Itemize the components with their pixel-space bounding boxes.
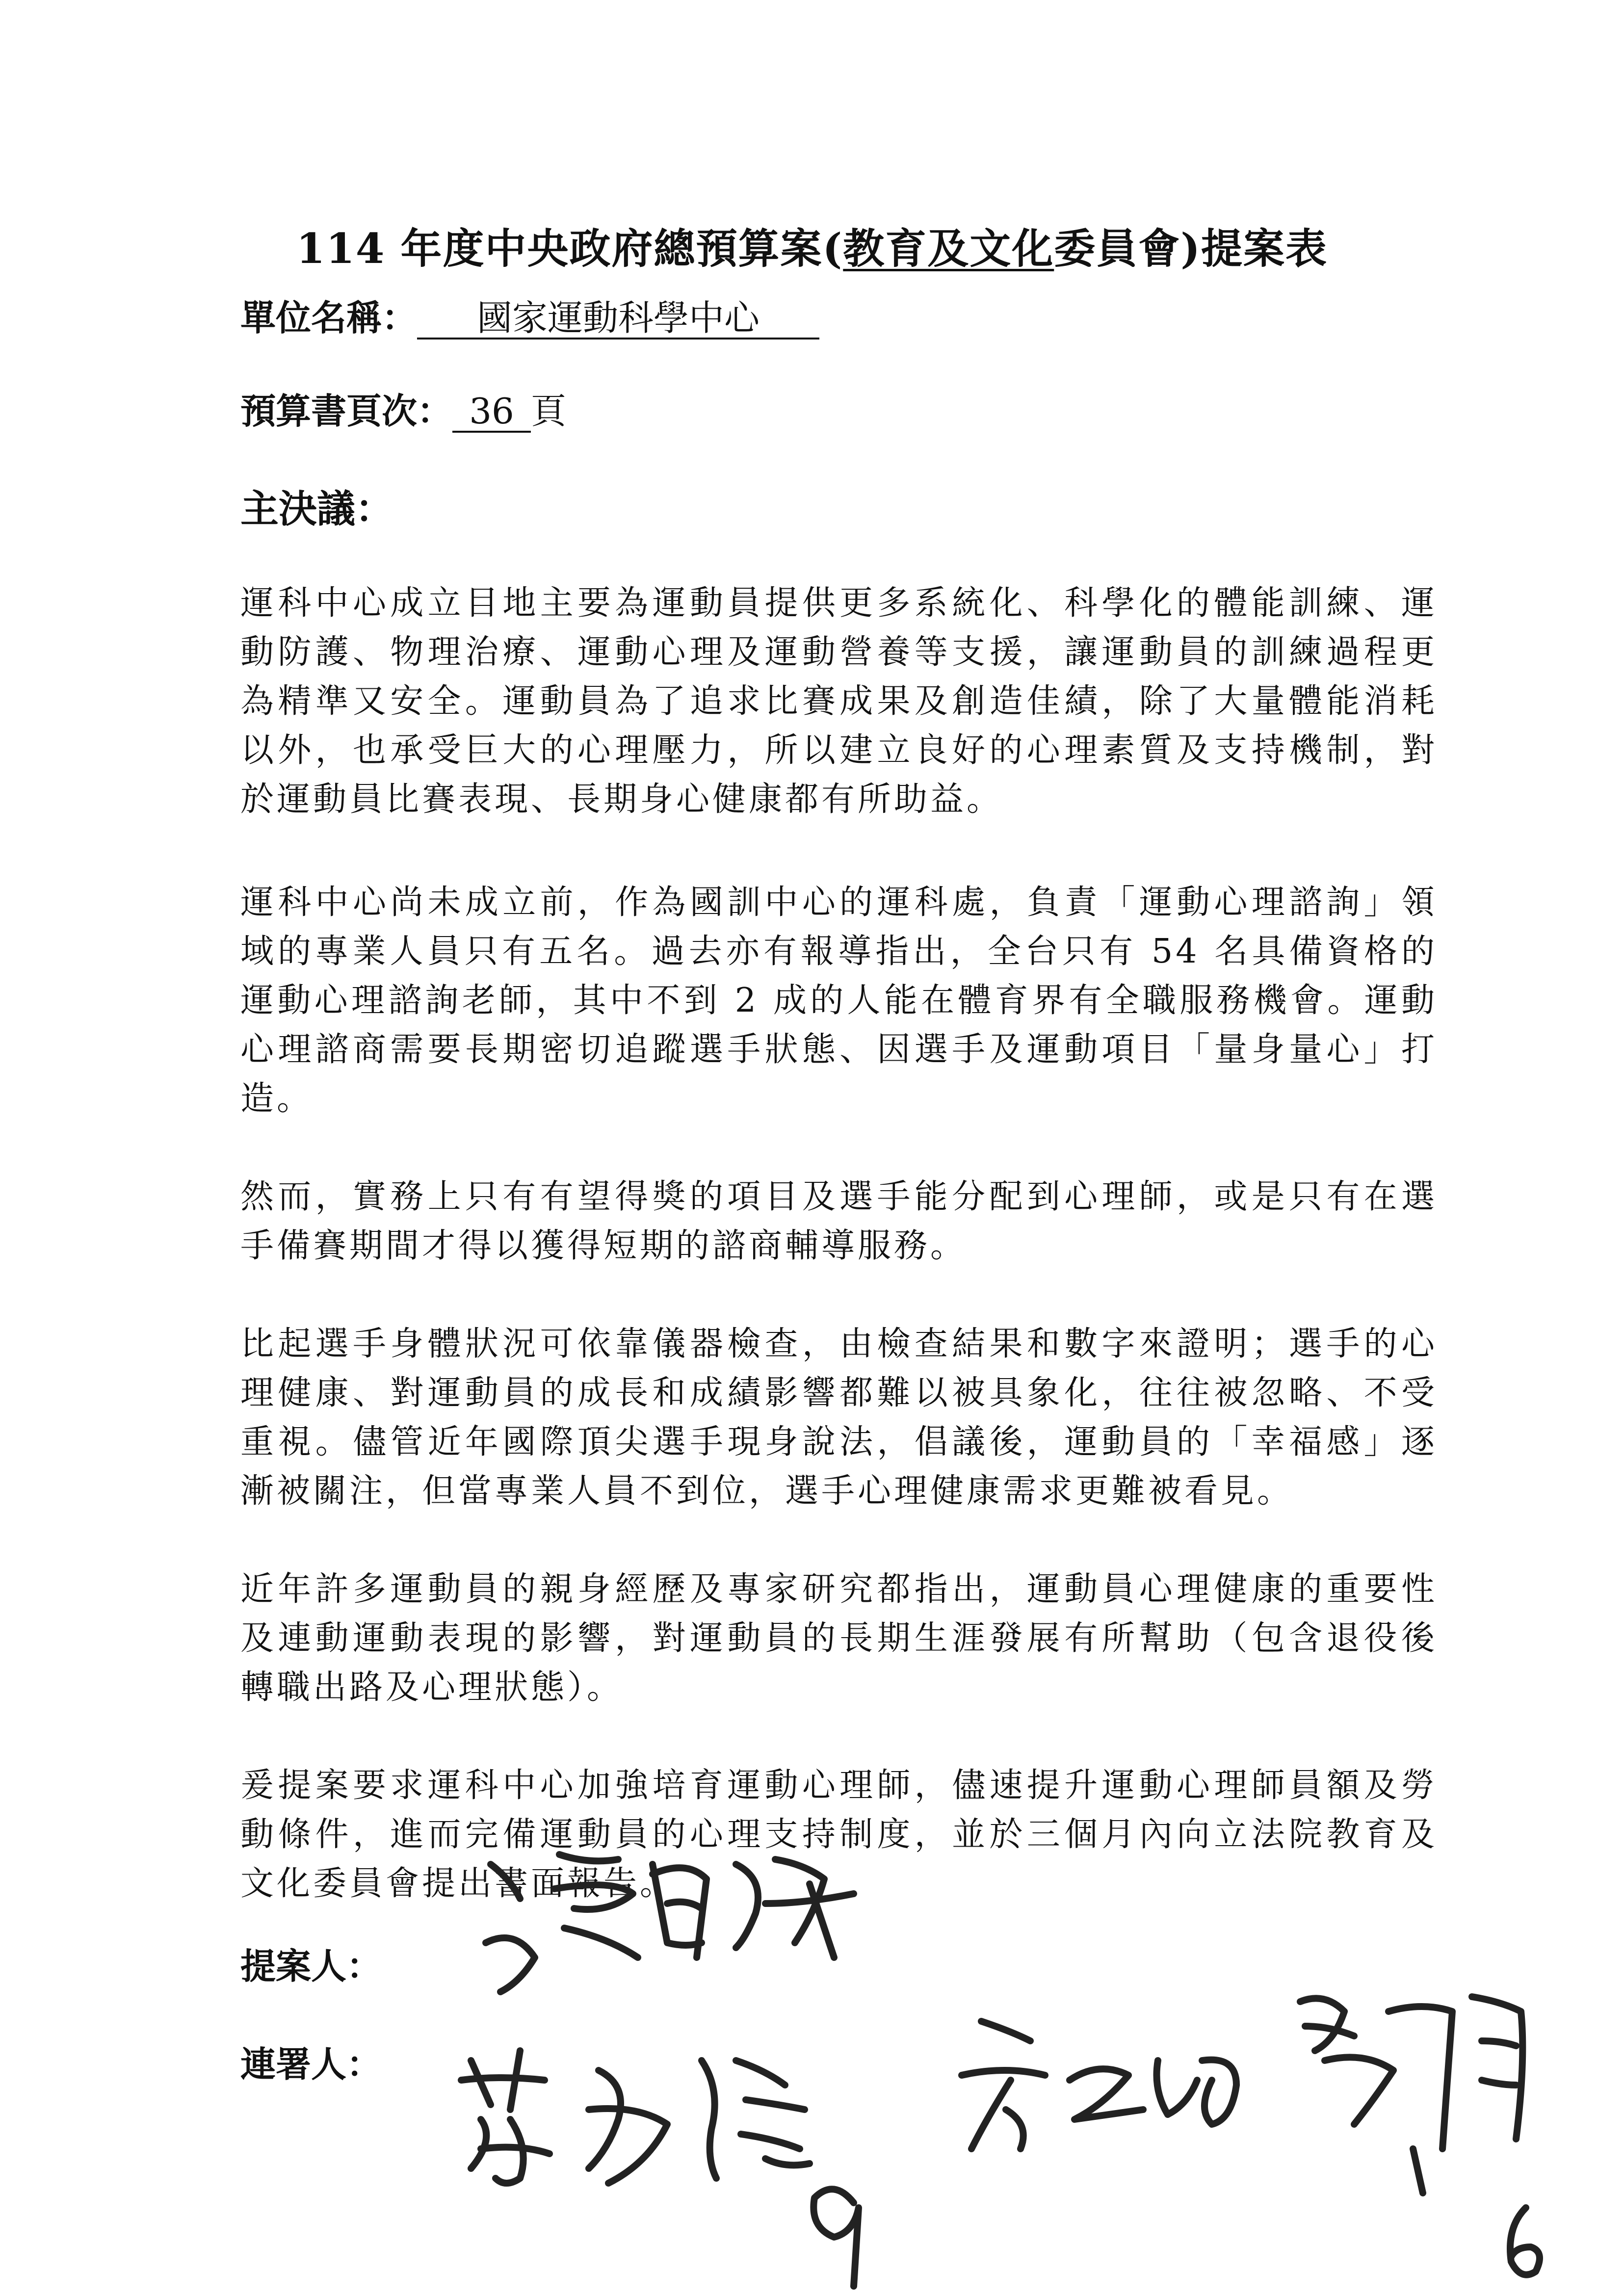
cosigner-signature-2 bbox=[962, 2021, 1236, 2149]
paragraph-6: 爰提案要求運科中心加強培育運動心理師，儘速提升運動心理師員額及勞動條件，進而完備運動員的心理支持制度，並於三個月內向立法院教育及文化委員會提出書面報告。 bbox=[240, 1766, 1438, 1903]
title-suffix: 委員會)提案表 bbox=[1054, 224, 1328, 273]
unit-name-label: 單位名稱： bbox=[240, 297, 418, 339]
budget-page-field bbox=[240, 383, 566, 434]
paragraph-4: 比起選手身體狀況可依靠儀器檢查，由檢查結果和數字來證明；選手的心理健康、對運動員的成長和成績影響都難以被具象化，往往被忽略、不受重視。儘管近年國際頂尖選手現身說法，倡議後，運動員的「幸福感」逐漸被關注，但當專業人員不到位，選手心理健康需求更難被看見。 bbox=[240, 1325, 1438, 1511]
cosigner-label: 連署人： bbox=[240, 2043, 382, 2085]
cosigner-signature-1 bbox=[461, 2051, 810, 2183]
main-resolution-heading: 主決議： bbox=[240, 487, 394, 531]
unit-name-field bbox=[240, 289, 819, 340]
paragraph-2: 運科中心尚未成立前，作為國訓中心的運科處，負責「運動心理諮詢」領域的專業人員只有五名。過去亦有報導指出，全台只有 54 名具備資格的運動心理諮詢老師，其中不到 2 成的人能在體育界有全職服務機會。運動心理諮商需要長期密切追蹤選手狀態、因選手及運動項目「量身量心」打造。 bbox=[240, 883, 1438, 1118]
page-number-mark bbox=[813, 2189, 859, 2286]
title-committee: 教育及文化 bbox=[843, 224, 1054, 273]
document-title bbox=[0, 216, 1624, 275]
budget-page-label: 預算書頁次： bbox=[240, 390, 453, 432]
proposer-label: 提案人： bbox=[240, 1945, 382, 1987]
budget-page-suffix: 頁 bbox=[531, 391, 567, 432]
title-prefix: 114 年度中央政府總預算案( bbox=[296, 224, 843, 273]
paragraph-3: 然而，實務上只有有望得獎的項目及選手能分配到心理師，或是只有在選手備賽期間才得以獲得短期的諮商輔導服務。 bbox=[240, 1177, 1438, 1265]
count-mark bbox=[1510, 2208, 1540, 2275]
unit-name-value: 國家運動科學中心 bbox=[417, 299, 819, 339]
cosigner-signature-3 bbox=[1300, 1997, 1522, 2193]
budget-page-value: 36 bbox=[452, 392, 531, 433]
paragraph-1: 運科中心成立目地主要為運動員提供更多系統化、科學化的體能訓練、運動防護、物理治療、運動心理及運動營養等支援，讓運動員的訓練過程更為精準又安全。運動員為了追求比賽成果及創造佳績，除了大量體能消耗以外，也承受巨大的心理壓力，所以建立良好的心理素質及支持機制，對於運動員比賽表現、長期身心健康都有所助益。 bbox=[240, 584, 1438, 819]
paragraph-5: 近年許多運動員的親身經歷及專家研究都指出，運動員心理健康的重要性及連動運動表現的影響，對運動員的長期生涯發展有所幫助（包含退役後轉職出路及心理狀態）。 bbox=[240, 1570, 1438, 1707]
